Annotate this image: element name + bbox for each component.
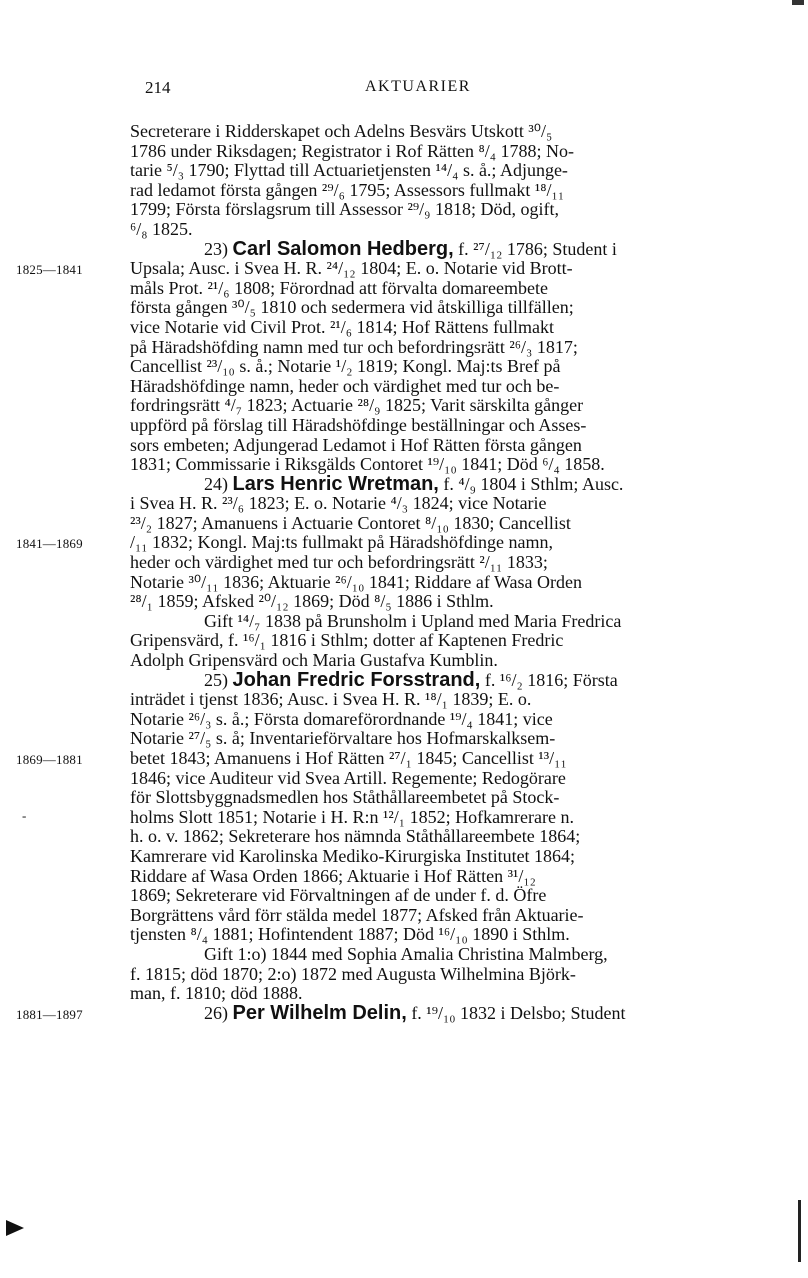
text-line: 1846; vice Auditeur vid Svea Artill. Regemente; Redogörare [130, 768, 566, 788]
text-line: första gången ³⁰/₅ 1810 och sedermera vid åtskilliga tillfällen; [130, 298, 574, 318]
text-line: på Häradshöfding namn med tur och befordringsrätt ²⁶/₃ 1817; [130, 337, 578, 357]
entry-24-number: 24) [204, 474, 228, 494]
text-line: h. o. v. 1862; Sekreterare hos nämnda Ståthållareembete 1864; [130, 827, 581, 847]
text-line: 1831; Commissarie i Riksgälds Contoret ¹⁹/₁₀ 1841; Död ⁶/₄ 1858. [130, 455, 605, 475]
text-line: Borgrättens vård förr stälda medel 1877; Afsked från Aktuarie- [130, 905, 584, 925]
text-line: 1869; Sekreterare vid Förvaltningen af de under f. d. Öfre [130, 886, 547, 906]
entry-25-heading [130, 671, 752, 691]
entry-26-name: Per Wilhelm Delin, [232, 1003, 407, 1024]
top-edge-mark [792, 0, 804, 5]
text-line: f. 1815; död 1870; 2:o) 1872 med Augusta Wilhelmina Björk- [130, 964, 576, 984]
margin-year-1841-1869: 1841—1869 [16, 536, 83, 551]
entry-23-number: 23) [204, 239, 228, 259]
text-line: i Svea H. R. ²³/₆ 1823; E. o. Notarie ⁴/₃ 1824; vice Notarie [130, 494, 547, 514]
entry-23-heading [130, 240, 752, 260]
text-line: Riddare af Wasa Orden 1866; Aktuarie i Hof Rätten ³¹/₁₂ [130, 866, 536, 886]
running-head: AKTUARIER [365, 78, 471, 95]
text-line: Notarie ³⁰/₁₁ 1836; Aktuarie ²⁶/₁₀ 1841; Riddare af Wasa Orden [130, 572, 582, 592]
entry-26-number: 26) [204, 1003, 228, 1023]
entry-24-name: Lars Henric Wretman, [232, 474, 439, 495]
text-line: för Slottsbyggnadsmedlen hos Ståthållareembetet på Stock- [130, 788, 560, 808]
entry-24-birth: f. ⁴/₉ 1804 i Sthlm; Ausc. [443, 474, 624, 494]
text-line: sors embeten; Adjungerad Ledamot i Hof Rätten första gången [130, 435, 582, 455]
text-line: tjensten ⁸/₄ 1881; Hofintendent 1887; Död ¹⁶/₁₀ 1890 i Sthlm. [130, 925, 570, 945]
edge-mark [798, 1200, 801, 1262]
margin-year-1881-1897: 1881—1897 [16, 1007, 83, 1022]
text-line: Secreterare i Ridderskapet och Adelns Besvärs Utskott ³⁰/₅ [130, 122, 553, 141]
text-line: 1799; Första förslagsrum till Assessor ²⁹/₉ 1818; Död, ogift, [130, 200, 559, 220]
entry-23-name: Carl Salomon Hedberg, [232, 239, 454, 260]
text-line: Notarie ²⁶/₃ s. å.; Första domareförordnande ¹⁹/₄ 1841; vice [130, 709, 553, 729]
text-line: holms Slott 1851; Notarie i H. R:n ¹²/₁ 1852; Hofkamrerare n. [130, 807, 575, 827]
text-line: uppförd på förslag till Häradshöfdinge beställningar och Asses- [130, 415, 587, 435]
entry-25-number: 25) [204, 670, 228, 690]
text-line: Gift 1:o) 1844 med Sophia Amalia Christina Malmberg, [204, 944, 608, 964]
entry-26-heading [130, 1004, 752, 1024]
text-column [130, 122, 752, 1023]
entry-25-name: Johan Fredric Forsstrand, [232, 670, 481, 691]
text-line: 1786 under Riksdagen; Registrator i Rof Rätten ⁸/₄ 1788; No- [130, 141, 574, 161]
text-line: måls Prot. ²¹/₆ 1808; Förordnad att förvalta domareembete [130, 278, 548, 298]
text-line: Cancellist ²³/₁₀ s. å.; Notarie ¹/₂ 1819; Kongl. Maj:ts Bref på [130, 357, 561, 377]
text-line: Häradshöfdinge namn, heder och värdighet med tur och be- [130, 376, 560, 396]
arrow-mark-icon [6, 1220, 24, 1236]
margin-year-1869-1881: 1869—1881 [16, 752, 83, 767]
text-line: ²³/₂ 1827; Amanuens i Actuarie Contoret ⁸/₁₀ 1830; Cancellist [130, 513, 571, 533]
text-line: ²⁸/₁ 1859; Afsked ²⁰/₁₂ 1869; Död ⁸/₅ 1886 i Sthlm. [130, 592, 494, 612]
entry-25-birth: f. ¹⁶/₂ 1816; Första [484, 670, 618, 690]
text-line: Gripensvärd, f. ¹⁶/₁ 1816 i Sthlm; dotter af Kaptenen Fredric [130, 631, 564, 651]
text-line: inträdet i tjenst 1836; Ausc. i Svea H. R. ¹⁸/₁ 1839; E. o. [130, 690, 532, 710]
text-line: Kamrerare vid Karolinska Mediko-Kirurgiska Institutet 1864; [130, 846, 576, 866]
text-line: Gift ¹⁴/₇ 1838 på Brunsholm i Upland med Maria Fredrica [204, 611, 622, 631]
text-line: Adolph Gripensvärd och Maria Gustafva Kumblin. [130, 651, 498, 671]
text-line: rad ledamot första gången ²⁹/₆ 1795; Assessors fullmakt ¹⁸/₁₁ [130, 180, 565, 200]
text-line: fordringsrätt ⁴/₇ 1823; Actuarie ²⁸/₉ 1825; Varit särskilta gånger [130, 396, 584, 416]
margin-dash: - [22, 808, 27, 823]
entry-24-heading [130, 475, 752, 495]
text-line: man, f. 1810; död 1888. [130, 984, 303, 1004]
text-line: /₁₁ 1832; Kongl. Maj:ts fullmakt på Häradshöfdinge namn, [130, 533, 553, 553]
margin-year-1825-1841: 1825—1841 [16, 262, 83, 277]
text-line: betet 1843; Amanuens i Hof Rätten ²⁷/₁ 1845; Cancellist ¹³/₁₁ [130, 749, 567, 768]
entry-26-birth: f. ¹⁹/₁₀ 1832 i Delsbo; Student [411, 1003, 626, 1023]
entry-23-birth: f. ²⁷/₁₂ 1786; Student i [458, 239, 617, 259]
text-line: vice Notarie vid Civil Prot. ²¹/₆ 1814; Hof Rättens fullmakt [130, 317, 555, 337]
text-line: heder och värdighet med tur och befordringsrätt ²/₁₁ 1833; [130, 553, 548, 573]
page-number: 214 [145, 78, 171, 97]
text-line: tarie ⁵/₃ 1790; Flyttad till Actuarietjensten ¹⁴/₄ s. å.; Adjunge- [130, 161, 568, 181]
text-line: Upsala; Ausc. i Svea H. R. ²⁴/₁₂ 1804; E. o. Notarie vid Brott- [130, 259, 573, 279]
text-line: Notarie ²⁷/₅ s. å; Inventarieförvaltare hos Hofmarskalksem- [130, 729, 556, 749]
text-line: ⁶/₈ 1825. [130, 219, 193, 239]
